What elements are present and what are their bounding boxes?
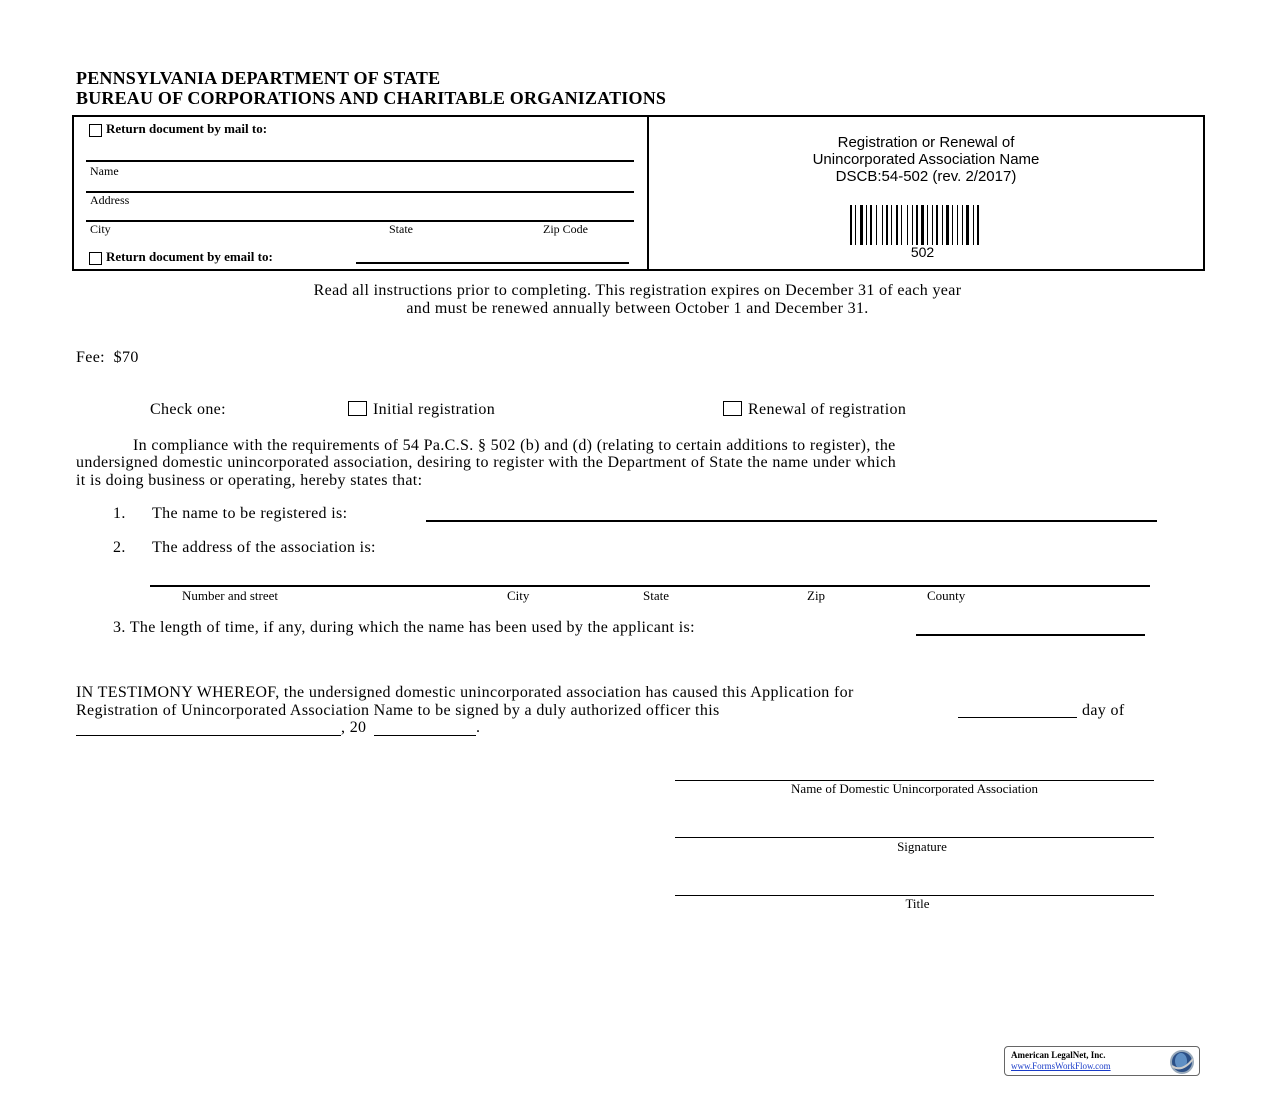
agency-name: PENNSYLVANIA DEPARTMENT OF STATE (76, 68, 441, 88)
item1-number: 1. (113, 505, 126, 522)
legalnet-url[interactable]: www.FormsWorkFlow.com (1011, 1061, 1111, 1071)
testimony-period: . (476, 719, 481, 736)
testimony-line1: IN TESTIMONY WHEREOF, the undersigned domestic unincorporated association has caused this Application for (76, 684, 854, 701)
compliance-line3: it is doing business or operating, hereby states that: (76, 472, 423, 489)
instructions (0, 282, 1275, 318)
return-document-box (72, 115, 649, 271)
check-one-label: Check one: (150, 401, 226, 418)
testimony-line2: Registration of Unincorporated Association Name to be signed by a duly authorized officer this (76, 702, 720, 719)
mail-address-line[interactable] (86, 191, 634, 193)
signature-line[interactable] (675, 837, 1154, 838)
renewal-registration-label: Renewal of registration (748, 401, 907, 418)
mail-name-line[interactable] (86, 160, 634, 162)
form-title (647, 134, 1205, 185)
city-label: City (90, 222, 111, 236)
initial-registration-option[interactable] (348, 401, 495, 419)
addr-number-street-label: Number and street (182, 588, 279, 603)
addr-state-label: State (643, 588, 669, 603)
fee-label: Fee: (76, 349, 105, 366)
state-label: State (389, 222, 413, 236)
name-to-register-line[interactable] (426, 520, 1157, 522)
item2-number: 2. (113, 539, 126, 556)
globe-icon (1169, 1049, 1195, 1075)
zip-code-label: Zip Code (543, 222, 588, 236)
legalnet-badge[interactable] (1004, 1046, 1200, 1076)
form-number: DSCB:54-502 (rev. 2/2017) (835, 168, 1017, 185)
renewal-registration-checkbox[interactable] (723, 401, 742, 416)
form-title-line2: Unincorporated Association Name (812, 151, 1040, 168)
association-address-line[interactable] (150, 585, 1150, 587)
mail-checkbox[interactable] (89, 124, 102, 137)
return-by-mail-option[interactable] (89, 121, 267, 137)
return-by-email-option[interactable] (89, 249, 273, 265)
barcode-number: 502 (910, 244, 935, 260)
address-label: Address (90, 193, 130, 207)
title-label: Title (905, 896, 930, 911)
barcode (850, 205, 995, 245)
name-label: Name (90, 164, 119, 178)
association-name-label: Name of Domestic Unincorporated Association (791, 781, 1038, 796)
addr-zip-label: Zip (807, 588, 826, 603)
compliance-line2: undersigned domestic unincorporated association, desiring to register with the Department of State the name under which (76, 454, 897, 471)
mail-label: Return document by mail to: (106, 121, 268, 136)
item1-text: The name to be registered is: (152, 505, 348, 522)
email-checkbox[interactable] (89, 252, 102, 265)
item2-text: The address of the association is: (152, 539, 376, 556)
item3-text: 3. The length of time, if any, during which the name has been used by the applicant is: (113, 619, 695, 636)
testimony-day-line[interactable] (958, 717, 1077, 718)
instructions-line1: Read all instructions prior to completing. This registration expires on December 31 of each year (313, 282, 962, 299)
signature-label: Signature (897, 839, 947, 854)
instructions-line2: and must be renewed annually between October 1 and December 31. (406, 300, 869, 317)
testimony-year-line[interactable] (374, 735, 476, 736)
bureau-name: BUREAU OF CORPORATIONS AND CHARITABLE ORGANIZATIONS (76, 88, 667, 108)
legalnet-company: American LegalNet, Inc. (1011, 1050, 1106, 1060)
addr-city-label: City (507, 588, 530, 603)
addr-county-label: County (927, 588, 966, 603)
length-of-time-line[interactable] (916, 634, 1145, 636)
fee-amount: $70 (113, 349, 139, 366)
initial-registration-checkbox[interactable] (348, 401, 367, 416)
initial-registration-label: Initial registration (373, 401, 496, 418)
email-line[interactable] (356, 262, 629, 264)
fee (76, 349, 139, 367)
testimony-month-line[interactable] (76, 735, 341, 736)
form-title-line1: Registration or Renewal of (837, 134, 1015, 151)
testimony-comma-20: , 20 (341, 719, 367, 736)
compliance-line1: In compliance with the requirements of 54 Pa.C.S. § 502 (b) and (d) (relating to certain additions to register), the (133, 437, 896, 454)
testimony-day-of: day of (1082, 702, 1125, 719)
email-label: Return document by email to: (106, 249, 273, 264)
renewal-registration-option[interactable] (723, 401, 906, 419)
